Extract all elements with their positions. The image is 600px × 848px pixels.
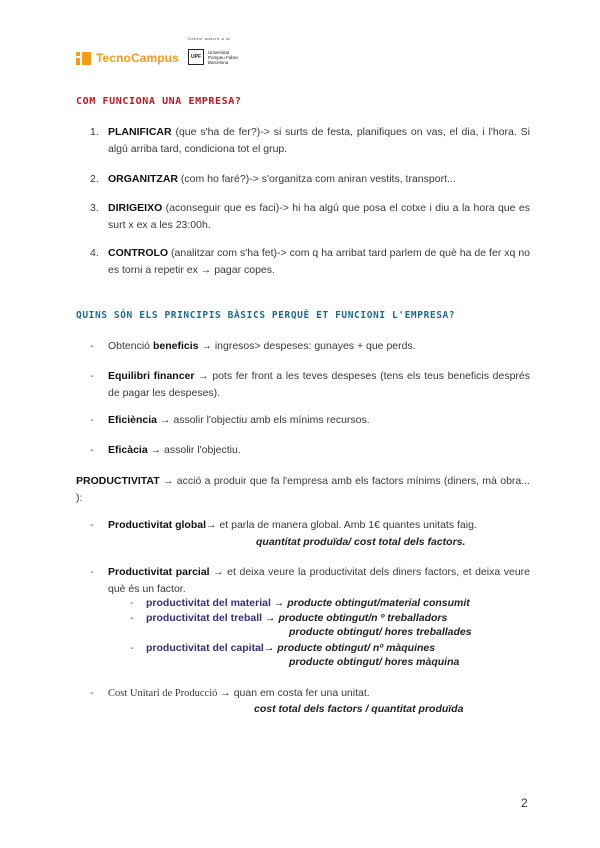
- upf-name: Universitat Pompeu Fabra Barcelona: [208, 49, 238, 65]
- formula-treball-2: producte obtingut/ hores treballades: [289, 626, 472, 638]
- tecnocampus-name: TecnoCampus: [96, 51, 179, 65]
- formula-global: quantitat produïda/ cost total dels factors.: [256, 536, 466, 548]
- productivitat-global-item: - Productivitat global→ et parla de manera global. Amb 1€ quantes unitats faig.: [90, 519, 477, 531]
- list-item: - Eficàcia → assolir l'objectiu.: [90, 444, 241, 456]
- upf-logo-caption: Centre adscrit a la: [188, 36, 230, 41]
- sub-item-treball: - productivitat del treball → producte obtingut/n º treballadors: [130, 612, 448, 624]
- page-number: 2: [521, 796, 528, 810]
- tecnocampus-mark-icon: [76, 50, 92, 66]
- cost-unitari-item: - Cost Unitari de Producció → quan em costa fer una unitat.: [90, 687, 370, 699]
- section-title-com-funciona: COM FUNCIONA UNA EMPRESA?: [76, 96, 242, 107]
- list-item: 3. DIRIGEIXO (aconseguir que es faci)-> hi ha algú que posa el cotxe i diu a la hora que es surt x ex a les 23:00h.: [90, 202, 530, 231]
- tecnocampus-logo: [76, 50, 179, 66]
- section-title-principis: QUINS SÓN ELS PRINCIPIS BÀSICS PERQUÈ ET FUNCIONI L'EMPRESA?: [76, 310, 456, 321]
- upf-logo: [188, 36, 268, 65]
- sub-item-capital: - productivitat del capital→ producte obtingut/ nº màquines: [130, 642, 436, 654]
- list-item: 1. PLANIFICAR (que s'ha de fer?)-> si surts de festa, planifiques on vas, el dia, i l'hora. Si algú arriba tard, condiciona tot el grup.: [90, 126, 530, 155]
- sub-item-material: - productivitat del material → producte obtingut/material consumit: [130, 597, 470, 609]
- list-item: 2. ORGANITZAR (com ho faré?)-> s'organitza com aniran vestits, transport...: [90, 173, 456, 185]
- list-item: 4. CONTROLO (analitzar com s'ha fet)-> com q ha arribat tard parlem de què ha de fer xq no es torni a repetir ex → pagar copes.: [90, 247, 530, 276]
- upf-box: UPF: [188, 49, 204, 65]
- list-item: - Obtenció beneficis → ingresos> despeses: gunayes + que perds.: [90, 340, 416, 352]
- formula-capital-2: producte obtingut/ hores màquina: [289, 656, 460, 668]
- list-item: - Eficiència → assolir l'objectiu amb els mínims recursos.: [90, 414, 370, 426]
- list-item: - Equilibri financer → pots fer front a les teves despeses (tens els teus beneficis després de pagar les despeses).: [90, 370, 531, 399]
- productivitat-parcial-item: - Productivitat parcial → et deixa veure la productivitat dels diners factors, et deixa veure què és un factor.: [90, 566, 530, 595]
- formula-cost-unitari: cost total dels factors / quantitat produïda: [254, 703, 464, 715]
- productivitat-paragraph: PRODUCTIVITAT → acció a produir que fa l'empresa amb els factors mínims (diners, mà obra... ):: [76, 475, 530, 504]
